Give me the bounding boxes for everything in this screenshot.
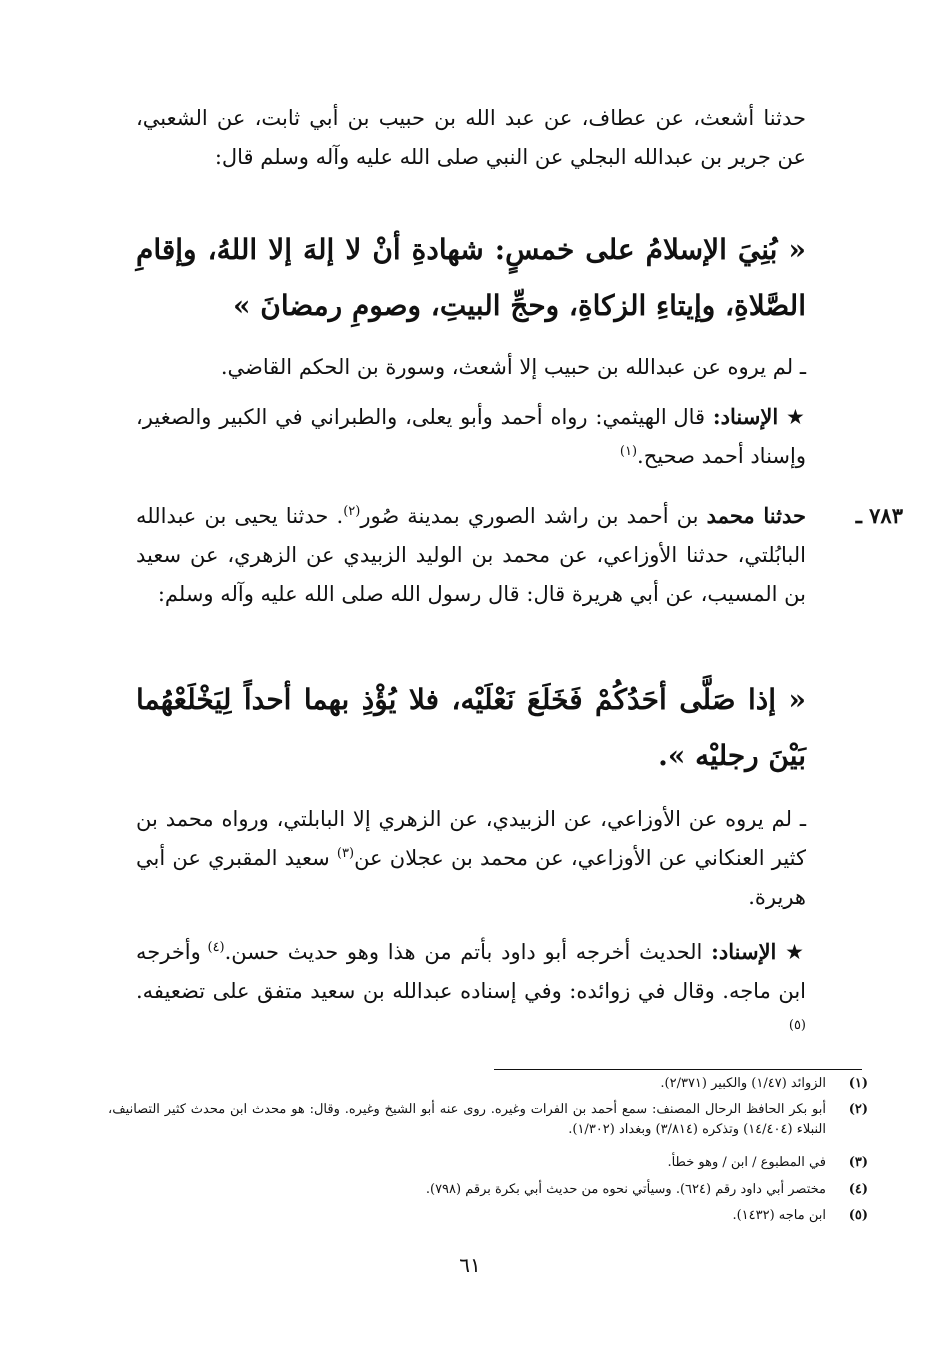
star-icon: ★ xyxy=(786,405,806,429)
chain-text: بن أحمد بن راشد الصوري بمدينة صُور xyxy=(360,504,699,528)
footnote-ref: (٥) xyxy=(788,1018,806,1033)
hadith-number: ٧٨٣ ـ xyxy=(855,503,903,528)
footnote xyxy=(108,1100,868,1140)
isnad-label: الإسناد: xyxy=(712,404,779,429)
footnote-text: مختصر أبي داود رقم (٦٢٤). وسيأتي نحوه من حديث أبي بكرة برقم (٧٩٨). xyxy=(425,1182,826,1197)
footnote xyxy=(108,1206,868,1226)
isnad-section-2 xyxy=(136,932,806,1050)
commentary-2 xyxy=(136,800,806,917)
footnote-number: (٣) xyxy=(848,1155,868,1170)
footnote-number: (٢) xyxy=(848,1102,868,1117)
commentary-1: ـ لم يروه عن عبدالله بن حبيب إلا أشعث، وسورة بن الحكم القاضي. xyxy=(220,355,806,379)
isnad-section-1 xyxy=(136,397,806,476)
isnad-text: وأخرجه ابن ماجه. وقال في زوائده: وفي إسناده عبدالله بن سعيد متفق على تضعيفه. xyxy=(136,940,806,1003)
footnote-text: الزوائد (١/٤٧) والكبير (٢/٣٧١). xyxy=(660,1076,826,1091)
page-number: ٦١ xyxy=(459,1253,481,1277)
footnote-ref: (٣) xyxy=(336,846,355,861)
footnote-number: (١) xyxy=(848,1076,868,1091)
commentary-text: سعيد المقبري عن أبي هريرة. xyxy=(136,846,806,909)
footnote-separator xyxy=(494,1069,862,1070)
commentary-text: ـ لم يروه عن الأوزاعي، عن الزبيدي، عن الزهري إلا البابلتي، ورواه محمد بن كثير العنكاني عن الأوزاعي، عن محمد بن عجلان عن xyxy=(136,807,806,870)
footnote-ref: (١) xyxy=(619,444,638,459)
hadith-783-chain xyxy=(136,496,806,614)
isnad-text: قال الهيثمي: رواه أحمد وأبو يعلى، والطبراني في الكبير والصغير، وإسناد أحمد صحيح. xyxy=(136,405,806,468)
star-icon: ★ xyxy=(785,940,806,964)
footnote-ref: (٤) xyxy=(207,940,225,955)
footnote-number: (٥) xyxy=(848,1208,868,1223)
opening-paragraph: حدثنا أشعث، عن عطاف، عن عبد الله بن حبيب بن أبي ثابت، عن الشعبي، عن جرير بن عبدالله البجلي عن النبي صلى الله عليه وآله وسلم قال: xyxy=(136,106,806,169)
footnote xyxy=(108,1153,868,1173)
chain-text: . حدثنا يحيى بن عبدالله البابُلتي، حدثنا الأوزاعي، عن محمد بن الوليد الزبيدي عن الزهري، عن سعيد بن المسيب، عن أبي هريرة قال: قال رسول الله صلى الله عليه وآله وسلم: xyxy=(136,504,806,606)
isnad-label: الإسناد: xyxy=(711,939,777,964)
footnote-number: (٤) xyxy=(848,1182,868,1197)
hadith-text-2: « إذا صَلَّى أحَدُكُمْ فَخَلَعَ نَعْلَيْه، فلا يُؤْذِ بهما أحداً لِيَخْلَعْهُما بَيْنَ رجليْه ». xyxy=(136,683,806,772)
footnote xyxy=(108,1180,868,1200)
footnote-text: في المطبوع / ابن / وهو خطأ. xyxy=(667,1155,826,1170)
hadith-text-1: « بُنِيَ الإسلامُ على خمسٍ: شهادةِ أنْ لا إلهَ إلا اللهُ، وإقامِ الصَّلاةِ، وإيتاءِ الزكاةِ، وحجِّ البيتِ، وصومِ رمضانَ » xyxy=(136,233,806,322)
footnote-text: ابن ماجه (١٤٣٢). xyxy=(732,1208,826,1223)
footnote-ref: (٢) xyxy=(343,504,361,519)
footnote xyxy=(108,1074,868,1094)
footnote-text: أبو بكر الحافظ الرحال المصنف: سمع أحمد بن الفرات وغيره. روى عنه أبو الشيخ وغيره. وقال: هو محدث ابن محدث كثير التصانيف، النبلاء (١٤/٤٠٤) وتذكره (٣/٨١٤) وبغداد (١/٣٠٢). xyxy=(108,1102,826,1137)
isnad-text: الحديث أخرجه أبو داود بأتم من هذا وهو حديث حسن. xyxy=(224,940,703,964)
chain-lead: حدثنا محمد xyxy=(706,503,806,528)
